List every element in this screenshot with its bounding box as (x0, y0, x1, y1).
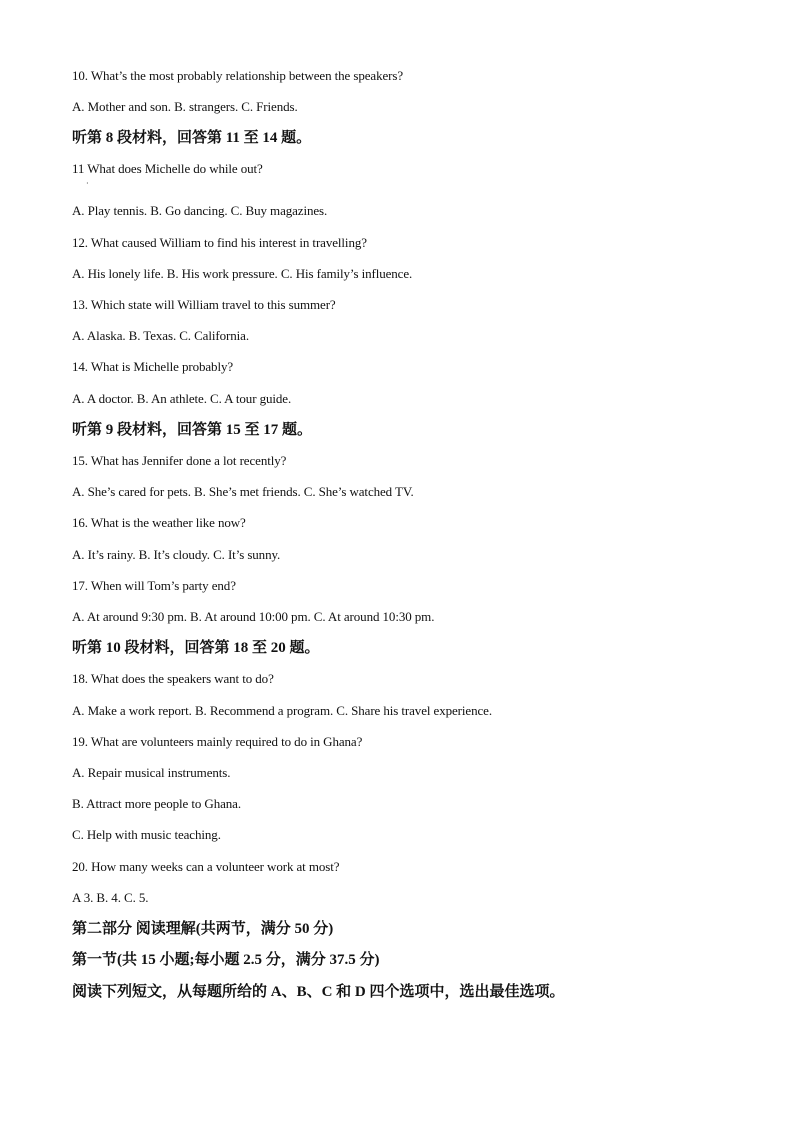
line-q19: 19. What are volunteers mainly required to do in Ghana? (72, 734, 363, 749)
line-q20: 20. How many weeks can a volunteer work at most? (72, 859, 340, 874)
line-q11: 11 What does Michelle do while out? (72, 161, 263, 176)
line-q16: 16. What is the weather like now? (72, 515, 246, 530)
line-q15: 15. What has Jennifer done a lot recently? (72, 453, 287, 468)
stray-dot: · (86, 179, 89, 188)
line-q10-options: A. Mother and son. B. strangers. C. Friends. (72, 99, 298, 114)
section-heading-9: 听第 9 段材料，回答第 15 至 17 题。 (72, 422, 313, 438)
line-q17-options: A. At around 9:30 pm. B. At around 10:00 pm. C. At around 10:30 pm. (72, 609, 435, 624)
line-q20-options: A 3. B. 4. C. 5. (72, 890, 149, 905)
line-q12-options: A. His lonely life. B. His work pressure. C. His family’s influence. (72, 266, 413, 281)
line-q19-option-a: A. Repair musical instruments. (72, 765, 231, 780)
section-one-heading: 第一节(共 15 小题;每小题 2.5 分，满分 37.5 分) (72, 952, 380, 968)
reading-instruction: 阅读下列短文，从每题所给的 A、B、C 和 D 四个选项中，选出最佳选项。 (72, 984, 565, 1000)
section-heading-10: 听第 10 段材料，回答第 18 至 20 题。 (72, 640, 320, 656)
line-q13: 13. Which state will William travel to this summer? (72, 297, 336, 312)
part-two-heading: 第二部分 阅读理解(共两节，满分 50 分) (72, 921, 334, 937)
line-q14: 14. What is Michelle probably? (72, 359, 234, 374)
line-q15-options: A. She’s cared for pets. B. She’s met friends. C. She’s watched TV. (72, 484, 414, 499)
line-q19-option-c: C. Help with music teaching. (72, 827, 221, 842)
line-q11-options: A. Play tennis. B. Go dancing. C. Buy magazines. (72, 203, 328, 218)
line-q12: 12. What caused William to find his interest in travelling? (72, 235, 367, 250)
line-q16-options: A. It’s rainy. B. It’s cloudy. C. It’s sunny. (72, 547, 281, 562)
line-q10: 10. What’s the most probably relationship between the speakers? (72, 68, 404, 83)
line-q19-option-b: B. Attract more people to Ghana. (72, 796, 241, 811)
line-q13-options: A. Alaska. B. Texas. C. California. (72, 328, 249, 343)
line-q17: 17. When will Tom’s party end? (72, 578, 236, 593)
section-heading-8: 听第 8 段材料，回答第 11 至 14 题。 (72, 130, 312, 146)
line-q18: 18. What does the speakers want to do? (72, 671, 274, 686)
line-q18-options: A. Make a work report. B. Recommend a program. C. Share his travel experience. (72, 703, 492, 718)
line-q14-options: A. A doctor. B. An athlete. C. A tour guide. (72, 391, 292, 406)
